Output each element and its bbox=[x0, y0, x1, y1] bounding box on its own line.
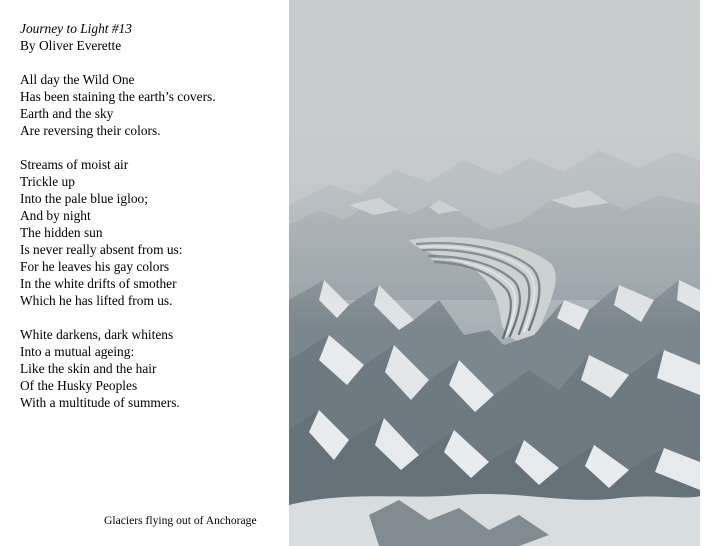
stanza-1 bbox=[20, 71, 285, 139]
poem-line: Trickle up bbox=[20, 174, 75, 189]
poem-title: Journey to Light #13 bbox=[20, 21, 132, 36]
poem-line: For he leaves his gay colors bbox=[20, 259, 170, 274]
poem-line: White darkens, dark whitens bbox=[20, 327, 174, 342]
photo-caption: Glaciers flying out of Anchorage bbox=[104, 514, 257, 527]
stanza-2 bbox=[20, 156, 285, 309]
poem-line: Has been staining the earth’s covers. bbox=[20, 89, 216, 104]
poem-author: By Oliver Everette bbox=[20, 38, 122, 53]
poem-line: Earth and the sky bbox=[20, 106, 114, 121]
poem-line: Streams of moist air bbox=[20, 157, 129, 172]
poem-line: In the white drifts of smother bbox=[20, 276, 177, 291]
stanza-3 bbox=[20, 326, 285, 411]
poem-line: Of the Husky Peoples bbox=[20, 378, 138, 393]
glacier-photo bbox=[289, 0, 700, 546]
poem-line: The hidden sun bbox=[20, 225, 103, 240]
poem-line: Into a mutual ageing: bbox=[20, 344, 135, 359]
poem-line: Like the skin and the hair bbox=[20, 361, 157, 376]
poem-line: Is never really absent from us: bbox=[20, 242, 183, 257]
poem-line: All day the Wild One bbox=[20, 72, 135, 87]
glacier-illustration bbox=[289, 0, 700, 546]
poem bbox=[20, 20, 285, 411]
poem-line: And by night bbox=[20, 208, 91, 223]
poem-line: With a multitude of summers. bbox=[20, 395, 180, 410]
poem-line: Into the pale blue igloo; bbox=[20, 191, 148, 206]
poem-line: Which he has lifted from us. bbox=[20, 293, 173, 308]
poem-line: Are reversing their colors. bbox=[20, 123, 161, 138]
